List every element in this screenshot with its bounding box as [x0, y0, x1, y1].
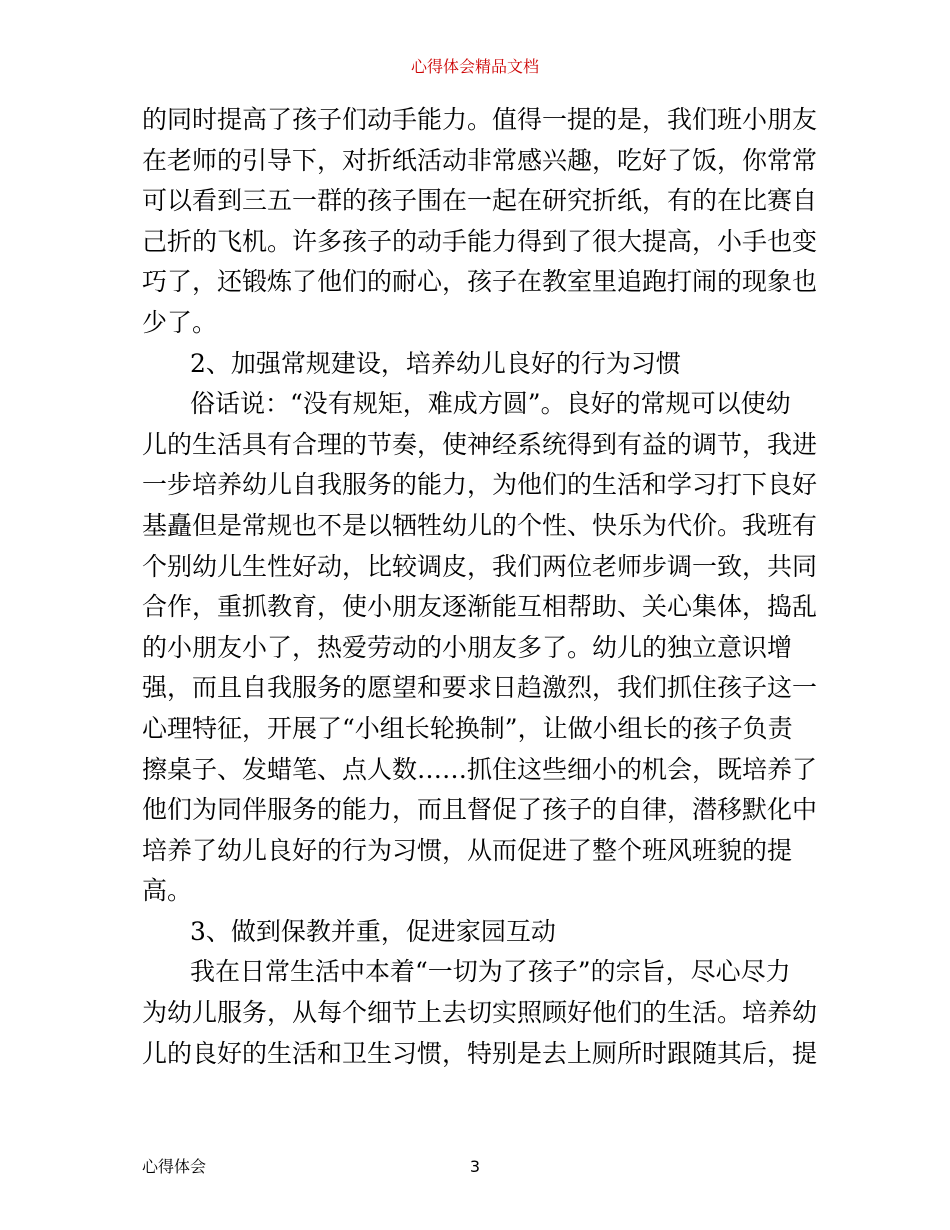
body-line: 个别幼儿生性好动，比较调皮，我们两位老师步调一致，共同: [142, 551, 818, 581]
page-number: 3: [469, 1157, 481, 1176]
body-line: 为幼儿服务，从每个细节上去切实照顾好他们的生活。培养幼: [142, 998, 818, 1028]
body-line: 一步培养幼儿自我服务的能力，为他们的生活和学习打下良好: [142, 470, 818, 500]
section-heading: 2、加强常规建设，培养幼儿良好的行为习惯: [190, 348, 681, 378]
body-line: 合作，重抓教育，使小朋友逐渐能互相帮助、关心集体，捣乱: [142, 592, 818, 622]
body-line: 儿的良好的生活和卫生习惯，特别是去上厕所时跟随其后，提: [142, 1038, 818, 1068]
body-line: 擦桌子、发蜡笔、点人数……抓住这些细小的机会，既培养了: [142, 754, 818, 784]
paragraph-first-line: 俗话说：“没有规矩，难成方圆”。良好的常规可以使幼: [190, 389, 791, 419]
body-line: 的同时提高了孩子们动手能力。值得一提的是，我们班小朋友: [142, 105, 818, 134]
body-line: 心理特征，开展了“小组长轮换制”，让做小组长的孩子负责: [142, 713, 793, 743]
body-line: 基矗但是常规也不是以牺牲幼儿的个性、快乐为代价。我班有: [142, 510, 818, 540]
body-line: 在老师的引导下，对折纸活动非常感兴趣，吃好了饭，你常常: [142, 145, 818, 175]
body-line: 己折的飞机。许多孩子的动手能力得到了很大提高，小手也变: [142, 226, 818, 256]
body-line: 儿的生活具有合理的节奏，使神经系统得到有益的调节，我进: [142, 429, 818, 459]
footer-label: 心得体会: [142, 1157, 207, 1176]
body-line: 强，而且自我服务的愿望和要求日趋激烈，我们抓住孩子这一: [142, 673, 818, 703]
body-line: 少了。: [142, 307, 218, 337]
page-header-title: 心得体会精品文档: [410, 57, 539, 76]
body-line: 培养了幼儿良好的行为习惯，从而促进了整个班风班貌的提: [142, 835, 793, 865]
paragraph-first-line: 我在日常生活中本着“一切为了孩子”的宗旨，尽心尽力: [190, 957, 791, 987]
document-body: [142, 100, 818, 1074]
body-line: 的小朋友小了，热爱劳动的小朋友多了。幼儿的独立意识增: [142, 632, 793, 662]
body-line: 巧了，还锻炼了他们的耐心，孩子在教室里追跑打闹的现象也: [142, 267, 818, 297]
body-line: 可以看到三五一群的孩子围在一起在研究折纸，有的在比赛自: [142, 186, 818, 216]
body-line: 他们为同伴服务的能力，而且督促了孩子的自律，潜移默化中: [142, 795, 818, 825]
body-line: 高。: [142, 876, 193, 906]
section-heading: 3、做到保教并重，促进家园互动: [190, 916, 556, 946]
